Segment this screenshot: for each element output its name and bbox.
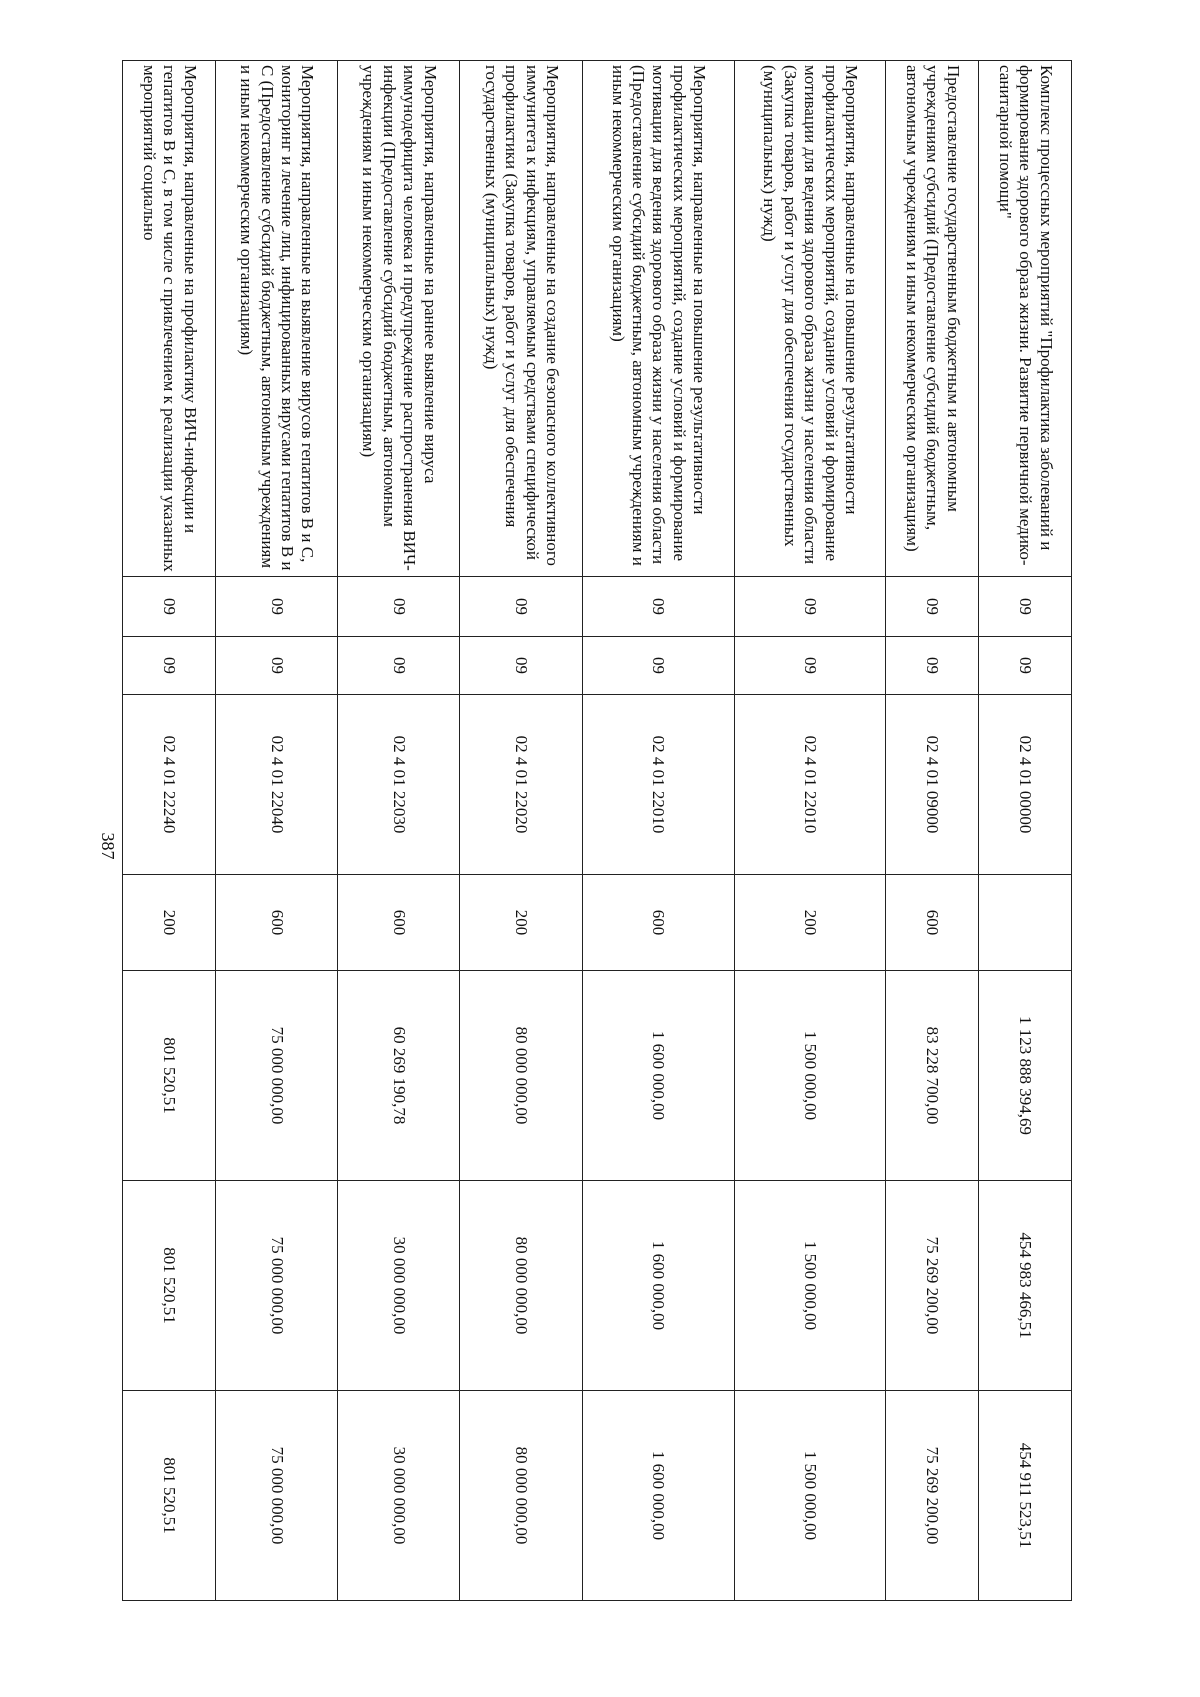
amount-year-1-cell: 80 000 000,00 xyxy=(460,971,582,1181)
subsection-code-cell: 09 xyxy=(886,637,979,695)
table-body xyxy=(123,61,1072,1601)
target-article-cell: 02 4 01 22240 xyxy=(123,695,216,875)
amount-year-2-cell: 80 000 000,00 xyxy=(460,1181,582,1391)
amount-year-3-cell: 80 000 000,00 xyxy=(460,1391,582,1601)
budget-table-container xyxy=(122,60,1072,1600)
amount-year-3-cell: 1 500 000,00 xyxy=(734,1391,886,1601)
table-row xyxy=(734,61,886,1601)
expense-type-cell: 600 xyxy=(886,875,979,971)
target-article-cell: 02 4 01 22010 xyxy=(734,695,886,875)
target-article-cell: 02 4 01 22010 xyxy=(582,695,734,875)
amount-year-2-cell: 801 520,51 xyxy=(123,1181,216,1391)
item-name-cell: Мероприятия, направленные на повышение результативности профилактических мероприятий, создание условий и формирование мотивации для ведения здорового образа жизни у населения области (Предоставление субсидий бюджетным, автономным учреждениям и иным некоммерческим организациям) xyxy=(582,61,734,577)
target-article-cell: 02 4 01 22020 xyxy=(460,695,582,875)
subsection-code-cell: 09 xyxy=(460,637,582,695)
subsection-code-cell: 09 xyxy=(734,637,886,695)
amount-year-1-cell: 1 500 000,00 xyxy=(734,971,886,1181)
amount-year-1-cell: 75 000 000,00 xyxy=(215,971,337,1181)
subsection-code-cell: 09 xyxy=(338,637,460,695)
section-code-cell: 09 xyxy=(460,577,582,637)
item-name-cell: Комплекс процессных мероприятий "Профилактика заболеваний и формирование здорового образа жизни. Развитие первичной медико-санитарной помощи" xyxy=(979,61,1072,577)
expense-type-cell: 600 xyxy=(338,875,460,971)
item-name-cell: Предоставление государственным бюджетным и автономным учреждениям субсидий (Предоставление субсидий бюджетным, автономным учреждениям и иным некоммерческим организациям) xyxy=(886,61,979,577)
section-code-cell: 09 xyxy=(582,577,734,637)
amount-year-1-cell: 60 269 190,78 xyxy=(338,971,460,1181)
amount-year-2-cell: 1 600 000,00 xyxy=(582,1181,734,1391)
section-code-cell: 09 xyxy=(338,577,460,637)
amount-year-3-cell: 75 269 200,00 xyxy=(886,1391,979,1601)
amount-year-2-cell: 75 269 200,00 xyxy=(886,1181,979,1391)
expense-type-cell: 200 xyxy=(123,875,216,971)
target-article-cell: 02 4 01 22040 xyxy=(215,695,337,875)
expense-type-cell: 600 xyxy=(215,875,337,971)
amount-year-3-cell: 454 911 523,51 xyxy=(979,1391,1072,1601)
target-article-cell: 02 4 01 00000 xyxy=(979,695,1072,875)
amount-year-3-cell: 1 600 000,00 xyxy=(582,1391,734,1601)
table-row xyxy=(886,61,979,1601)
amount-year-1-cell: 1 600 000,00 xyxy=(582,971,734,1181)
table-row xyxy=(215,61,337,1601)
item-name-cell: Мероприятия, направленные на создание безопасного коллективного иммунитета к инфекциям, управляемым средствами специфической профилактики (Закупка товаров, работ и услуг для обеспечения государственных (муниципальных) нужд) xyxy=(460,61,582,577)
item-name-cell: Мероприятия, направленные на раннее выявление вируса иммунодефицита человека и предупреждение распространения ВИЧ-инфекции (Предоставление субсидий бюджетным, автономным учреждениям и иным некоммерческим организациям) xyxy=(338,61,460,577)
section-code-cell: 09 xyxy=(123,577,216,637)
expense-type-cell xyxy=(979,875,1072,971)
section-code-cell: 09 xyxy=(979,577,1072,637)
table-row xyxy=(460,61,582,1601)
amount-year-1-cell: 1 123 888 394,69 xyxy=(979,971,1072,1181)
amount-year-3-cell: 801 520,51 xyxy=(123,1391,216,1601)
subsection-code-cell: 09 xyxy=(123,637,216,695)
amount-year-2-cell: 1 500 000,00 xyxy=(734,1181,886,1391)
table-row xyxy=(338,61,460,1601)
amount-year-2-cell: 30 000 000,00 xyxy=(338,1181,460,1391)
expense-type-cell: 200 xyxy=(460,875,582,971)
amount-year-2-cell: 454 983 466,51 xyxy=(979,1181,1072,1391)
target-article-cell: 02 4 01 09000 xyxy=(886,695,979,875)
table-row xyxy=(979,61,1072,1601)
subsection-code-cell: 09 xyxy=(215,637,337,695)
amount-year-3-cell: 75 000 000,00 xyxy=(215,1391,337,1601)
amount-year-1-cell: 801 520,51 xyxy=(123,971,216,1181)
table-row xyxy=(582,61,734,1601)
item-name-cell: Мероприятия, направленные на выявление вирусов гепатитов В и С, мониторинг и лечение лиц, инфицированных вирусами гепатитов В и С (Предоставление субсидий бюджетным, автономным учреждениям и иным некоммерческим организациям) xyxy=(215,61,337,577)
expense-type-cell: 200 xyxy=(734,875,886,971)
section-code-cell: 09 xyxy=(215,577,337,637)
item-name-cell: Мероприятия, направленные на повышение результативности профилактических мероприятий, создание условий и формирование мотивации для ведения здорового образа жизни у населения области (Закупка товаров, работ и услуг для обеспечения государственных (муниципальных) нужд) xyxy=(734,61,886,577)
expense-type-cell: 600 xyxy=(582,875,734,971)
subsection-code-cell: 09 xyxy=(979,637,1072,695)
section-code-cell: 09 xyxy=(734,577,886,637)
target-article-cell: 02 4 01 22030 xyxy=(338,695,460,875)
amount-year-1-cell: 83 228 700,00 xyxy=(886,971,979,1181)
item-name-cell: Мероприятия, направленные на профилактику ВИЧ-инфекции и гепатитов В и С, в том числе с привлечением к реализации указанных мероприятий социально xyxy=(123,61,216,577)
subsection-code-cell: 09 xyxy=(582,637,734,695)
table-row xyxy=(123,61,216,1601)
budget-table xyxy=(122,60,1072,1601)
amount-year-3-cell: 30 000 000,00 xyxy=(338,1391,460,1601)
section-code-cell: 09 xyxy=(886,577,979,637)
amount-year-2-cell: 75 000 000,00 xyxy=(215,1181,337,1391)
page-number: 387 xyxy=(98,832,118,860)
